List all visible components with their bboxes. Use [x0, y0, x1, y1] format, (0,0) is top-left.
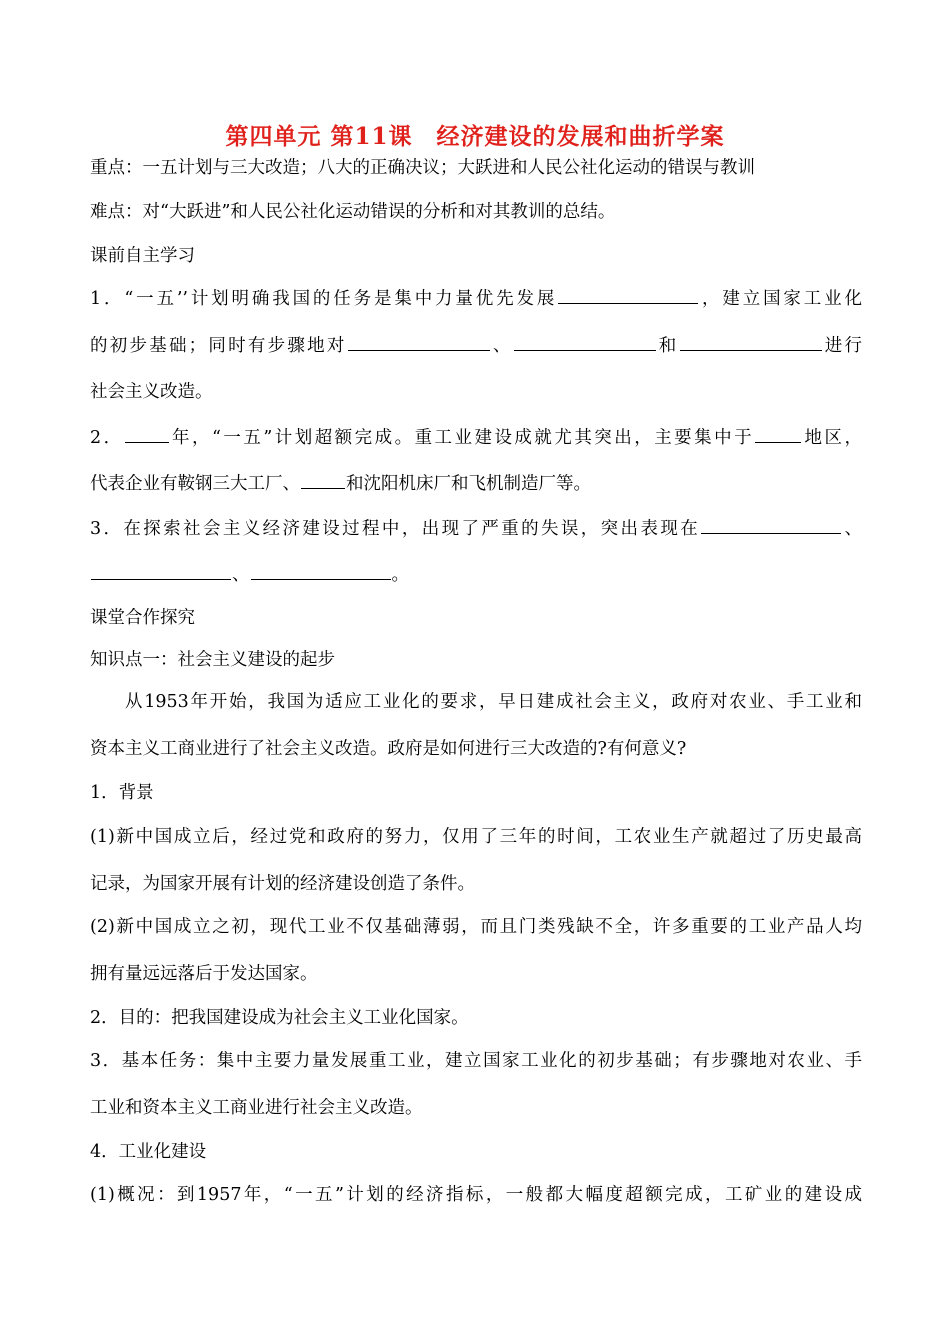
question-2-line-1: 2． 年，“一五”计划超额完成。重工业建设成就尤其突出，主要集中于 地区， — [90, 425, 862, 450]
answer-blank[interactable] — [514, 333, 656, 351]
section-1-para-2-line-2: 拥有量远远落后于发达国家。 — [90, 964, 318, 984]
section-4-heading: 4．工业化建设 — [90, 1142, 207, 1162]
question-1-line-3: 社会主义改造。 — [90, 382, 213, 402]
section-1-heading: 1．背景 — [90, 783, 154, 803]
question-1-line-2: 的初步基础；同时有步骤地对 、 和 进行 — [90, 333, 862, 358]
section-1-para-2-line-1: (2)新中国成立之初，现代工业不仅基础薄弱，而且门类残缺不全，许多重要的工业产品人均 — [90, 917, 862, 937]
answer-blank[interactable] — [680, 333, 822, 351]
knowledge-point-1: 知识点一：社会主义建设的起步 — [90, 650, 335, 670]
answer-blank[interactable] — [348, 333, 490, 351]
section-2: 2．目的：把我国建设成为社会主义工业化国家。 — [90, 1008, 469, 1028]
answer-blank[interactable] — [558, 286, 698, 304]
answer-blank[interactable] — [755, 425, 801, 443]
answer-blank[interactable] — [125, 425, 169, 443]
class-heading: 课堂合作探究 — [90, 608, 195, 628]
section-3-line-2: 工业和资本主义工商业进行社会主义改造。 — [90, 1098, 423, 1118]
document-title: 第四单元 第11课 经济建设的发展和曲折学案 — [225, 123, 725, 150]
answer-blank[interactable] — [701, 516, 841, 534]
intro-line-1: 从1953年开始，我国为适应工业化的要求，早日建成社会主义，政府对农业、手工业和 — [125, 692, 862, 712]
section-3-line-1: 3．基本任务：集中主要力量发展重工业，建立国家工业化的初步基础；有步骤地对农业、手 — [90, 1051, 862, 1071]
question-3-line-2: 、 。 — [90, 562, 409, 587]
section-1-para-1-line-1: (1)新中国成立后，经过党和政府的努力，仅用了三年的时间，工农业生产就超过了历史最高 — [90, 827, 862, 847]
question-2-line-2: 代表企业有鞍钢三大工厂、 和沈阳机床厂和飞机制造厂等。 — [90, 471, 591, 496]
answer-blank[interactable] — [251, 562, 391, 580]
section-4-para-1: (1)概况：到1957年，“一五”计划的经济指标，一般都大幅度超额完成，工矿业的建设成 — [90, 1185, 862, 1205]
key-points: 重点：一五计划与三大改造；八大的正确决议；大跃进和人民公社化运动的错误与教训 — [90, 158, 755, 178]
question-1-line-1: 1．“一五’’计划明确我国的任务是集中力量优先发展 ，建立国家工业化 — [90, 286, 862, 311]
question-3-line-1: 3．在探索社会主义经济建设过程中，出现了严重的失误，突出表现在 、 — [90, 516, 862, 541]
section-1-para-1-line-2: 记录，为国家开展有计划的经济建设创造了条件。 — [90, 874, 475, 894]
difficult-points: 难点：对“大跃进”和人民公社化运动错误的分析和对其教训的总结。 — [90, 202, 616, 222]
answer-blank[interactable] — [301, 471, 345, 489]
preview-heading: 课前自主学习 — [90, 246, 195, 266]
intro-line-2: 资本主义工商业进行了社会主义改造。政府是如何进行三大改造的?有何意义? — [90, 739, 687, 759]
answer-blank[interactable] — [91, 562, 231, 580]
